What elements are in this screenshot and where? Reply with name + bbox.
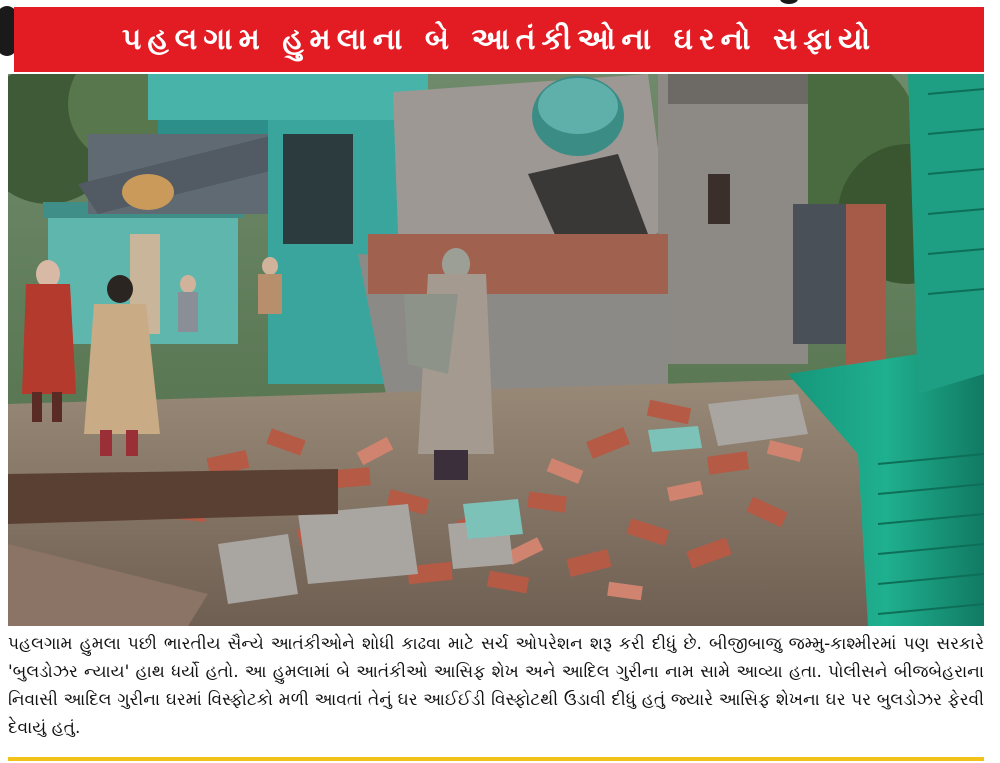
headline-text: પહલગામ હુમલાના બે આતંકીઓના ઘરનો સફાયો xyxy=(121,22,877,57)
page-edge-dot xyxy=(780,0,798,4)
headline-banner xyxy=(14,7,984,72)
photo-caption xyxy=(8,630,984,748)
photo-illustration xyxy=(8,74,984,626)
caption-text: પહલગામ હુમલા પછી ભારતીય સૈન્યે આતંકીઓને શોધી કાઢવા માટે સર્ચ ઓપરેશન શરૂ કરી દીધું છે. બીજીબાજુ જમ્મુ-કાશ્મીરમાં પણ સરકારે 'બુલડોઝર ન્યાય' હાથ ધર્યો હતો. આ હુમલામાં બે આતંકીઓ આસિફ શેખ અને આદિલ ગુરીના નામ સામે આવ્યા હતા. પોલીસને બીજબેહરાના નિવાસી આદિલ ગુરીના ઘરમાં વિસ્ફોટકો મળી આવતાં તેનું ઘર આઈઈડી વિસ્ફોટથી ઉડાવી દીધું હતું જ્યારે આસિફ શેખના ઘર પર બુલડોઝર ફેરવી દેવાયું હતું. xyxy=(8,634,984,738)
news-photo xyxy=(8,74,984,626)
bottom-divider xyxy=(8,757,984,761)
